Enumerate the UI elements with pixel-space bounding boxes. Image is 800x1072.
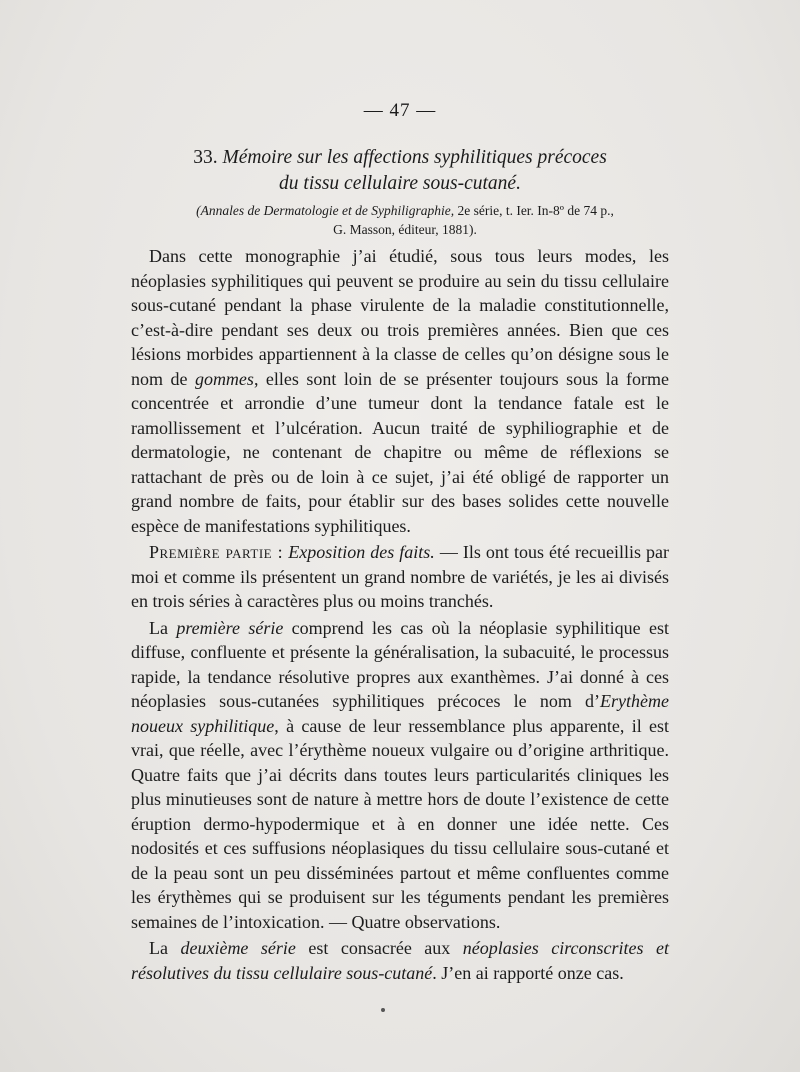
paragraph-3	[131, 616, 669, 935]
paragraph-4-start: La	[149, 938, 168, 958]
paragraph-3-end: , à cause de leur ressemblance plus apparente, il est vrai, que réelle, avec l’érythème noueux vulgaire ou d’origine arthritique. Quatre faits que j’ai décrits dans toutes leurs particularités cliniques les plus minutieuses sont de nature à mettre hors de doute l’existence de cette éruption dermo-hypodermique et à en donner une idée nette. Ces nodosités et ces suffusions néoplasiques du tissu cellulaire sous-cutané et de la peau sont un peu disséminées partout et même confluentes comme les érythèmes qui se produisent sur les téguments pendant les premières semaines de l’intoxication. — Quatre observations.	[131, 715, 670, 932]
section-title	[130, 145, 670, 197]
paragraph-2	[131, 540, 669, 614]
paragraph-1-text: Dans cette monographie j’ai étudié, sous tous leurs modes, les néoplasies syphilitiques qui peuvent se produire au sein du tissu cellulaire sous-cutané pendant la phase virulente de la maladie constitutionnelle, c’est-à-dire pendant ses deux ou trois premières années. Bien que ces lésions morbides appartiennent à la classe de celles qu’on désigne sous le nom de	[131, 246, 669, 389]
title-line-1: Mémoire sur les affections syphilitiques précoces	[222, 147, 607, 168]
paragraph-3-italic-2: Erythème noueux syphilitique	[131, 691, 669, 736]
reference-details: 2e série, t. Ier. In-8º de 74 p.,	[454, 203, 614, 218]
paragraph-3-italic-1: première série	[176, 617, 284, 638]
publisher: G. Masson, éditeur, 1881).	[333, 222, 477, 237]
paragraph-4-mid: est consacrée aux	[295, 938, 463, 958]
journal-name: (Annales de Dermatologie et de Syphiligraphie,	[196, 203, 455, 218]
part-heading: Première partie :	[149, 542, 284, 562]
part-subtitle: Exposition des faits.	[288, 542, 435, 562]
paragraph-2-text: — Ils ont tous été recueillis par moi et comme ils présentent un grand nombre de variétés, je les ai divisés en trois séries à caractères plus ou moins tranchés.	[131, 542, 670, 611]
paragraph-1-italic: gommes	[194, 368, 254, 389]
paragraph-1-end: , elles sont loin de se présenter toujours sous la forme concentrée et arrondie d’une tumeur dont la tendance fatale est le ramollissement et l’ulcération. Aucun traité de syphiliographie et de dermatologie, ne contenant de chapitre ou même de réflexions se rattachant de près ou de loin à ce sujet, j’ai été obligé de rapporter un grand nombre de faits, pour établir sur des bases solides cette nouvelle espèce de manifestations syphilitiques.	[131, 368, 670, 536]
body-text	[131, 244, 669, 985]
paragraph-4-italic-1: deuxième série	[180, 938, 296, 958]
section-number: 33.	[193, 147, 218, 168]
paragraph-1	[131, 244, 669, 538]
paragraph-4-italic-2: néoplasies circonscrites et résolutives du tissu cellulaire sous-cutané	[131, 938, 669, 983]
paragraph-3-start: La	[149, 617, 168, 638]
paragraph-4-end: . J’en ai rapporté onze cas.	[432, 962, 624, 983]
paragraph-3-mid: comprend les cas où la néoplasie syphilitique est diffuse, confluente et présente la généralisation, la subacuité, le processus rapide, la tendance résolutive propres aux exanthèmes. J’ai donné à ces néoplasies sous-cutanées syphilitiques précoces le nom d’	[131, 617, 670, 711]
bibliographic-reference	[140, 201, 670, 239]
paragraph-4	[131, 936, 669, 985]
title-line-2: du tissu cellulaire sous-cutané.	[279, 173, 521, 194]
ink-speck	[381, 1008, 385, 1012]
page-number: — 47 —	[363, 100, 437, 121]
